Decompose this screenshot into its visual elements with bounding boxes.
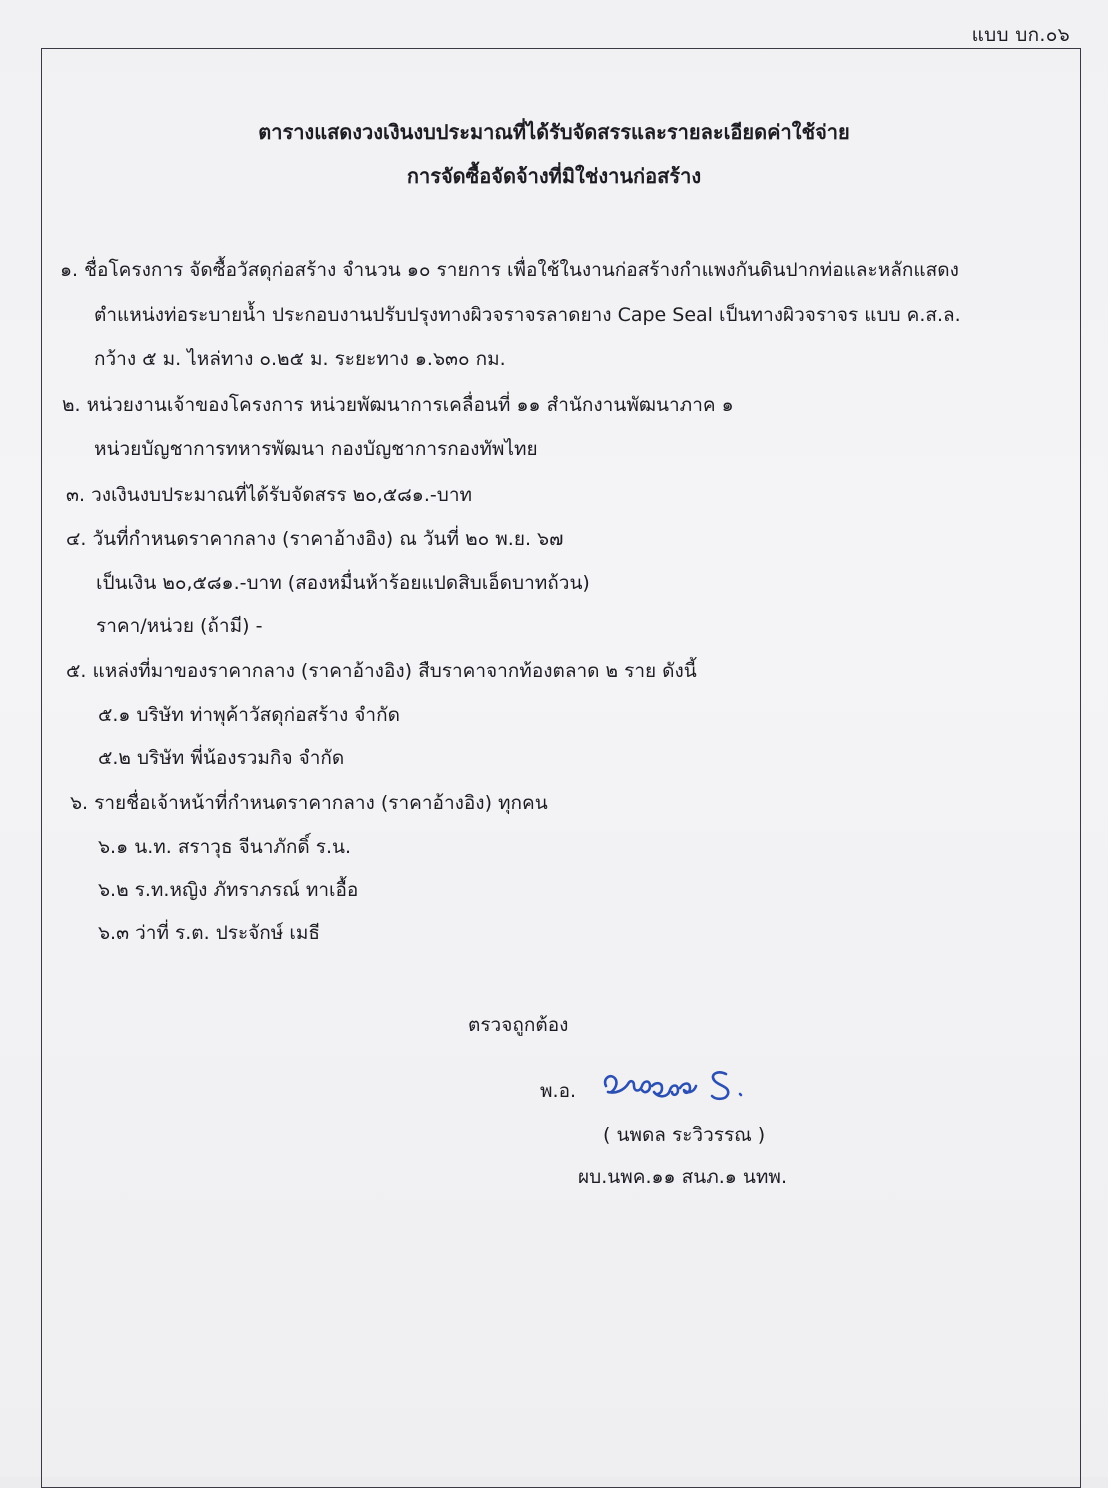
form-code: แบบ บก.๐๖ [971, 24, 1070, 46]
signatory-name: ( นพดล ระวิวรรณ ) [603, 1124, 766, 1146]
item-6-line1: ๖. รายชื่อเจ้าหน้าที่กำหนดราคากลาง (ราคาอ้างอิง) ทุกคน [70, 792, 548, 814]
document-title-line1: ตารางแสดงวงเงินงบประมาณที่ได้รับจัดสรรและรายละเอียดค่าใช้จ่าย [258, 120, 850, 144]
item-1-line3: กว้าง ๕ ม. ไหล่ทาง ๐.๒๕ ม. ระยะทาง ๑.๖๓๐ กม. [94, 348, 506, 370]
handwritten-signature [598, 1064, 768, 1110]
item-6-sub3: ๖.๓ ว่าที่ ร.ต. ประจักษ์ เมธี [98, 922, 320, 944]
document-title-line2: การจัดซื้อจัดจ้างที่มิใช่งานก่อสร้าง [406, 164, 702, 188]
item-6-sub2: ๖.๒ ร.ท.หญิง ภัทราภรณ์ ทาเอื้อ [98, 879, 359, 901]
item-5-line1: ๕. แหล่งที่มาของราคากลาง (ราคาอ้างอิง) สืบราคาจากท้องตลาด ๒ ราย ดังนี้ [66, 660, 697, 682]
signatory-position: ผบ.นพค.๑๑ สนภ.๑ นทพ. [578, 1166, 787, 1188]
item-1-line2: ตำแหน่งท่อระบายน้ำ ประกอบงานปรับปรุงทางผิวจราจรลาดยาง Cape Seal เป็นทางผิวจราจร แบบ ค.ส.ล. [94, 304, 961, 326]
item-4-line1: ๔. วันที่กำหนดราคากลาง (ราคาอ้างอิง) ณ วันที่ ๒๐ พ.ย. ๖๗ [66, 528, 564, 550]
item-4-line2: เป็นเงิน ๒๐,๕๘๑.-บาท (สองหมื่นห้าร้อยแปดสิบเอ็ดบาทถ้วน) [96, 572, 590, 594]
item-2-line2: หน่วยบัญชาการทหารพัฒนา กองบัญชาการกองทัพไทย [94, 438, 538, 460]
item-5-sub1: ๕.๑ บริษัท ท่าพุค้าวัสดุก่อสร้าง จำกัด [98, 704, 400, 726]
signature-rank: พ.อ. [540, 1080, 577, 1102]
item-5-sub2: ๕.๒ บริษัท พี่น้องรวมกิจ จำกัด [98, 747, 345, 769]
item-3-line1: ๓. วงเงินงบประมาณที่ได้รับจัดสรร ๒๐,๕๘๑.-บาท [66, 484, 473, 506]
item-2-line1: ๒. หน่วยงานเจ้าของโครงการ หน่วยพัฒนาการเคลื่อนที่ ๑๑ สำนักงานพัฒนาภาค ๑ [62, 394, 734, 416]
item-4-line3: ราคา/หน่วย (ถ้ามี) - [96, 615, 263, 637]
certify-label: ตรวจถูกต้อง [468, 1014, 569, 1036]
item-1-line1: ๑. ชื่อโครงการ จัดซื้อวัสดุก่อสร้าง จำนวน ๑๐ รายการ เพื่อใช้ในงานก่อสร้างกำแพงกันดินปากท่อและหลักแสดง [60, 259, 959, 281]
item-6-sub1: ๖.๑ น.ท. สราวุธ จีนาภักดิ์ ร.น. [98, 836, 352, 858]
